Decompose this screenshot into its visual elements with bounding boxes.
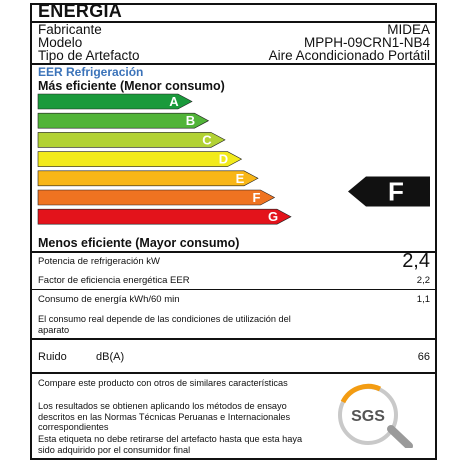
rating-letter: F <box>388 176 404 207</box>
consumption-divider <box>30 338 437 340</box>
class-letter-e: E <box>235 170 245 186</box>
class-letter-a: A <box>169 94 179 109</box>
model-label: Modelo <box>38 35 83 50</box>
model-value: MPPH-09CRN1-NB4 <box>303 35 430 50</box>
eer-label: Factor de eficiencia energética EER <box>38 275 190 286</box>
class-arrow-c <box>38 132 225 147</box>
noise-value: 66 <box>417 351 430 363</box>
compare-note: Compare este producto con otros de similares características <box>38 378 288 388</box>
norms-note: Los resultados se obtienen aplicando los métodos de ensayo descritos en las Normas Técnicas Peruanas e Internacionales correspondientes <box>38 401 291 432</box>
class-letter-f: F <box>252 190 261 205</box>
consumption-note: El consumo real depende de las condiciones de utilización del aparato <box>38 314 291 335</box>
class-letter-c: C <box>202 132 212 148</box>
class-arrow-f <box>38 190 275 205</box>
label-title: ENERGIA <box>38 1 123 21</box>
class-arrow-e <box>38 171 258 186</box>
most-efficient-label: Más eficiente (Menor consumo) <box>38 79 225 93</box>
noise-unit: dB(A) <box>96 351 125 363</box>
cooling-power-value: 2,4 <box>402 250 430 272</box>
cooling-power-row <box>38 250 430 272</box>
manufacturer-label: Fabricante <box>38 22 102 37</box>
consumption-row <box>38 294 430 305</box>
sgs-logo <box>335 382 417 448</box>
manufacturer-value: MIDEA <box>387 22 430 37</box>
class-letter-d: D <box>218 151 229 167</box>
scale-title: EER Refrigeración <box>38 65 144 79</box>
least-efficient-label: Menos eficiente (Mayor consumo) <box>38 236 240 250</box>
appliance-type-value: Aire Acondicionado Portátil <box>268 48 430 63</box>
eer-divider <box>30 289 437 290</box>
class-letter-b: B <box>185 113 196 129</box>
scale-divider <box>30 251 437 253</box>
class-letter-g: G <box>267 209 279 225</box>
noise-row <box>38 351 430 363</box>
noise-label: Ruido <box>38 351 67 363</box>
class-arrow-b <box>38 113 209 128</box>
class-arrow-g <box>38 209 291 224</box>
cooling-power-label: Potencia de refrigeración kW <box>38 256 160 267</box>
noise-divider <box>30 372 437 374</box>
appliance-type-label: Tipo de Artefacto <box>38 48 140 63</box>
retain-note: Esta etiqueta no debe retirarse del artefacto hasta que esta haya sido adquirido por el consumidor final <box>38 434 303 455</box>
sgs-logo-text: SGS <box>351 408 385 425</box>
consumption-value: 1,1 <box>416 294 430 305</box>
eer-value: 2,2 <box>416 275 430 286</box>
eer-row <box>38 275 430 286</box>
class-arrow-d <box>38 152 242 167</box>
consumption-label: Consumo de energía kWh/60 min <box>38 294 180 305</box>
